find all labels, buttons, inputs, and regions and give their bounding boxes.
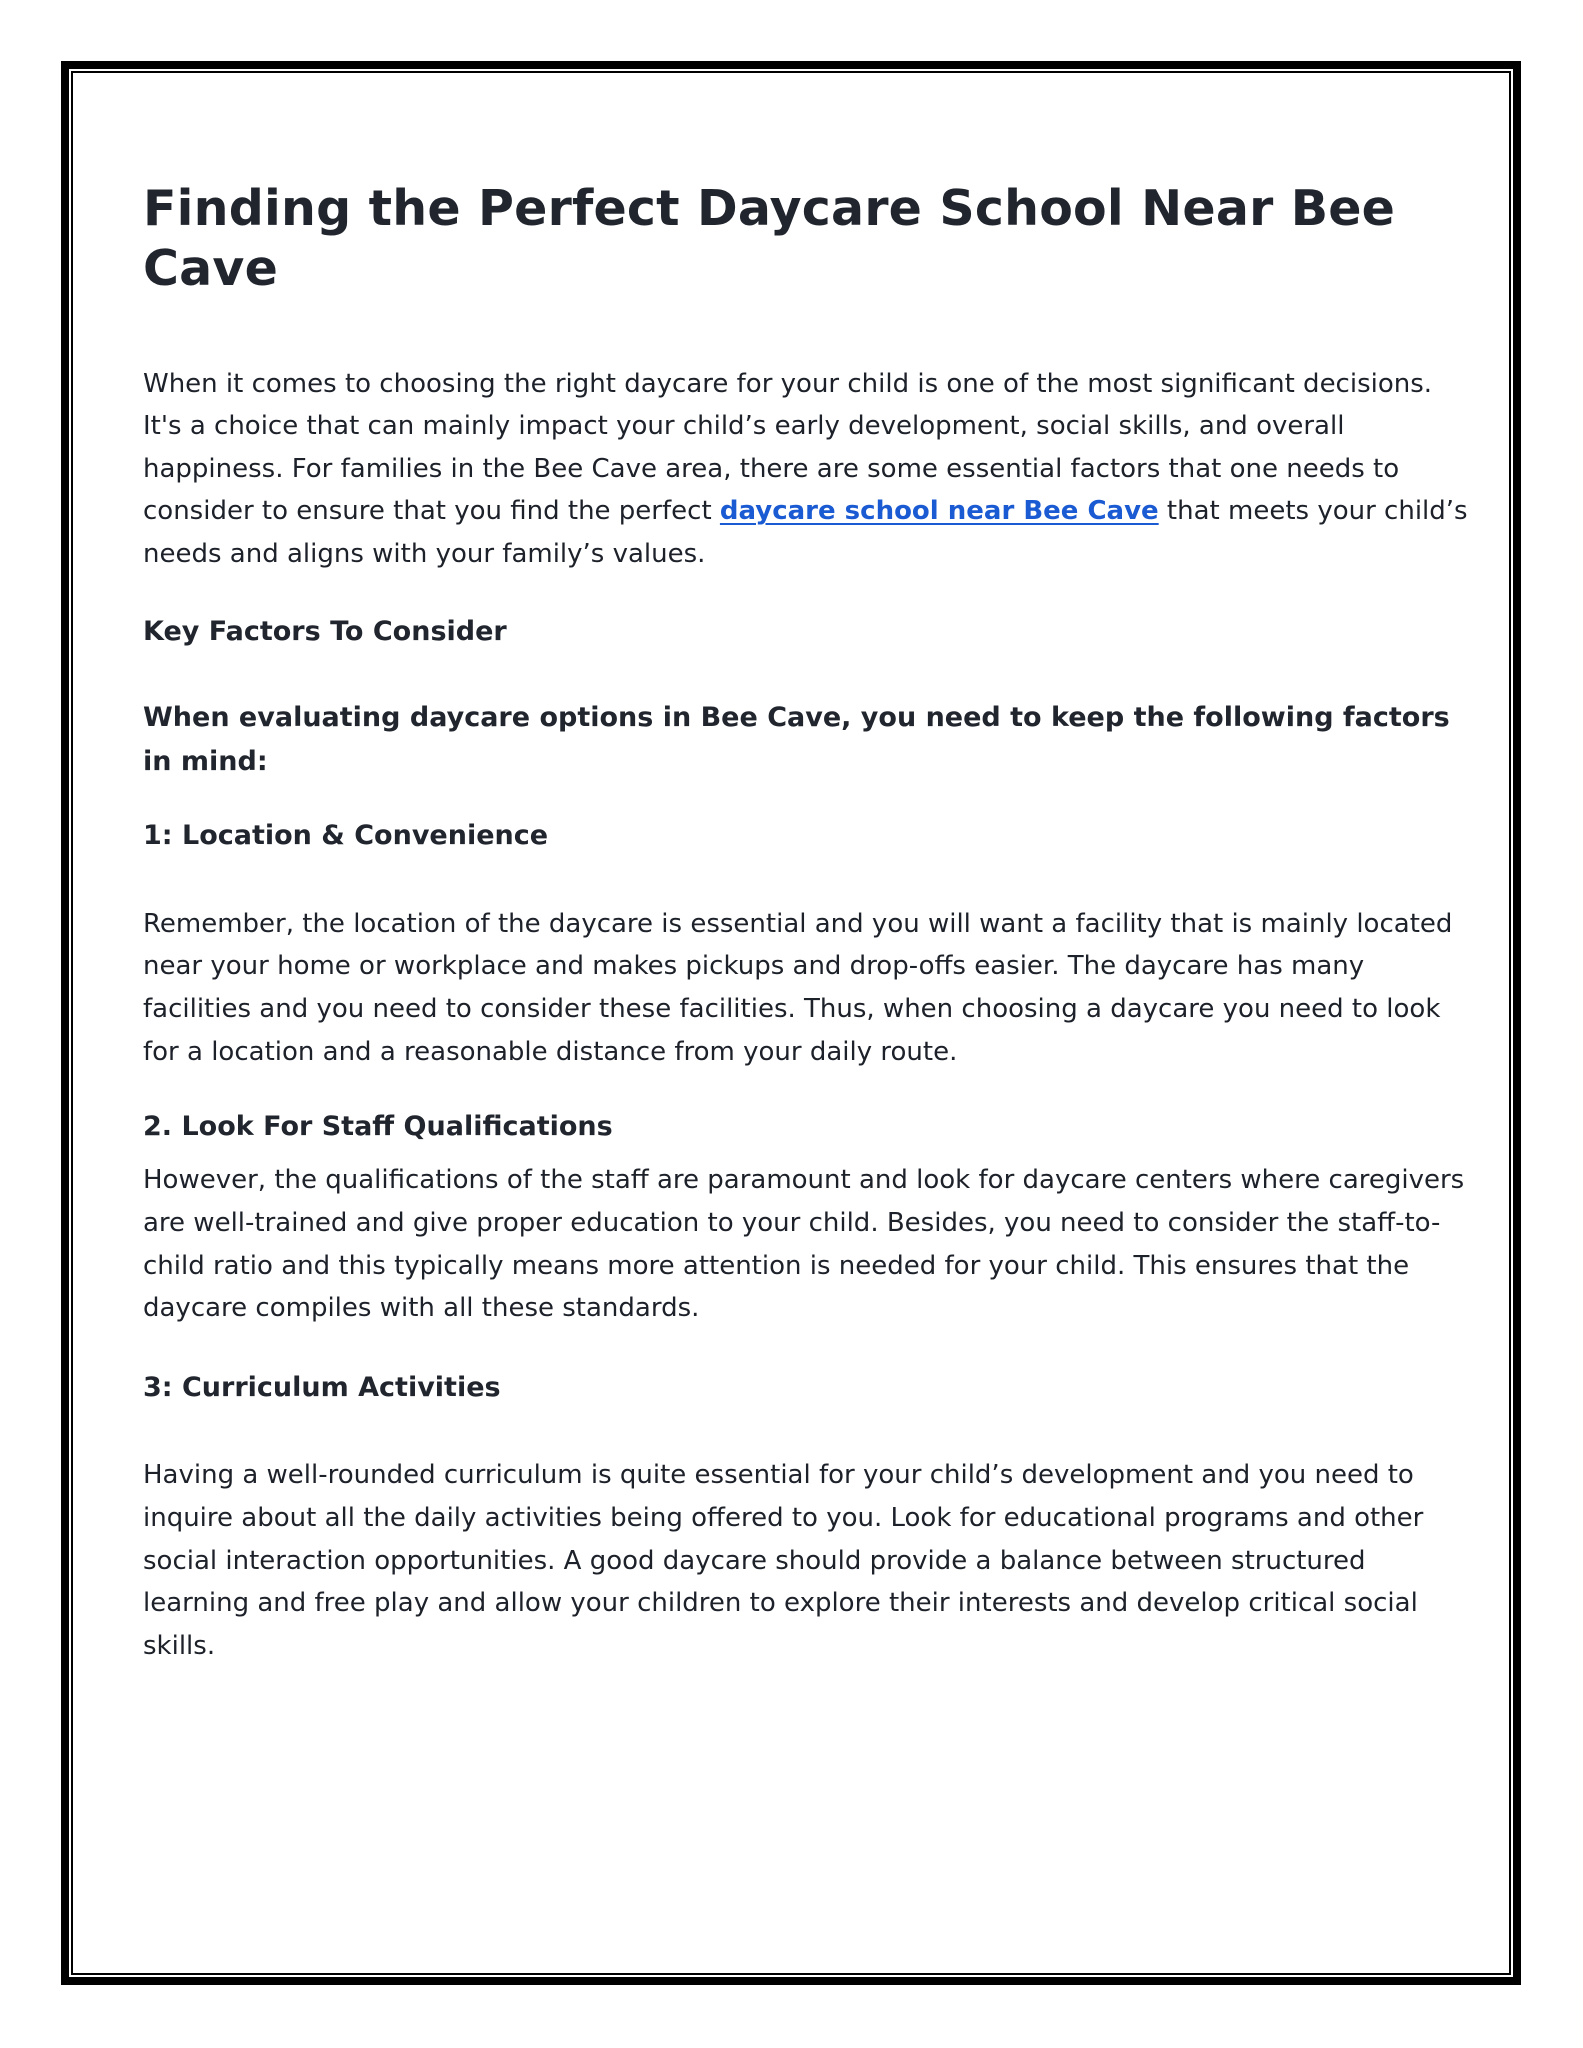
paragraph-location-convenience: Remember, the location of the daycare is essential and you will want a facility that is mainly located near your home or workplace and makes pickups and drop-offs easier. The daycare has many facilities and you need to consider these facilities. Thus, when choosing a daycare you need to look for a location and a reasonable distance from your daily route.: [143, 908, 1453, 1067]
intro-paragraph: [143, 363, 1469, 576]
page-border-inner: [71, 71, 1511, 1975]
daycare-link[interactable]: daycare school near Bee Cave: [719, 496, 1159, 527]
intro-text-after: that meets your child’s needs and aligns with your family’s values.: [143, 496, 1468, 570]
heading-staff-qualifications: 2. Look For Staff Qualifications: [143, 1111, 613, 1143]
heading-curriculum-activities: 3: Curriculum Activities: [143, 1371, 501, 1403]
paragraph-staff-qualifications: However, the qualifications of the staff are paramount and look for daycare centers where caregivers are well-trained and give proper education to your child. Besides, you need to consider the staff-to-child ratio and this typically means more attention is needed for your child. This ensures that the daycare compiles with all these standards.: [143, 1165, 1465, 1324]
page-title: Finding the Perfect Daycare School Near Bee Cave: [143, 180, 1396, 297]
page-border-outer: [61, 61, 1521, 1985]
document-content: [73, 73, 1509, 1973]
intro-text-before: When it comes to choosing the right daycare for your child is one of the most significant decisions. It's a choice that can mainly impact your child’s early development, social skills, and overall happiness. For families in the Bee Cave area, there are some essential factors that one needs to consider to ensure that you find the perfect: [143, 368, 1433, 527]
heading-location-convenience: 1: Location & Convenience: [143, 820, 549, 852]
paragraph-curriculum-activities: Having a well-rounded curriculum is quite essential for your child’s development and you need to inquire about all the daily activities being offered to you. Look for educational programs and other social interaction opportunities. A good daycare should provide a balance between structured learning and free play and allow your children to explore their interests and develop critical social skills.: [143, 1460, 1424, 1661]
heading-key-factors: Key Factors To Consider: [143, 615, 507, 647]
key-factors-lead-paragraph: When evaluating daycare options in Bee Cave, you need to keep the following factors in mind:: [143, 701, 1450, 778]
